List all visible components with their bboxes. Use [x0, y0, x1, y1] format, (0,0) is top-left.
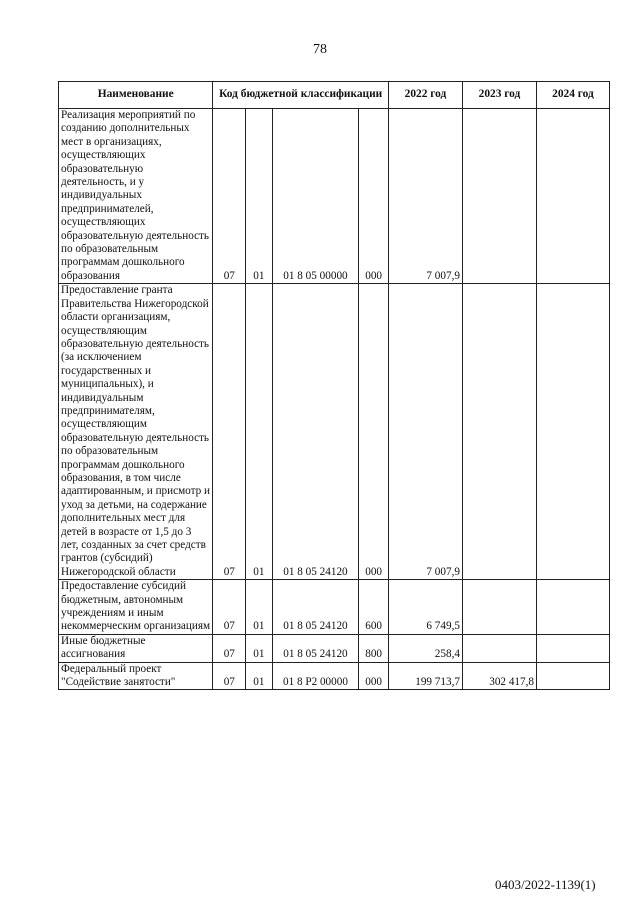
row-2022: 258,4 [388, 634, 462, 662]
row-subsection: 01 [246, 109, 272, 284]
row-subsection: 01 [246, 634, 272, 662]
table-row [59, 109, 610, 284]
row-name: Федеральный проект "Содействие занятости" [59, 662, 213, 690]
row-section: 07 [213, 662, 246, 690]
row-2024 [536, 634, 609, 662]
row-2024 [536, 284, 609, 580]
document-code: 0403/2022-1139(1) [495, 877, 596, 892]
row-name: Реализация мероприятий по созданию дополнительных мест в организациях, осуществляющих образовательную деятельность, и у индивидуальных предпринимателей, осуществляющих образовательную деятельность по образовательным программам дошкольного образования [59, 109, 213, 284]
row-2024 [536, 662, 609, 690]
row-2023 [462, 580, 536, 635]
row-subsection: 01 [246, 284, 272, 580]
row-name: Предоставление субсидий бюджетным, автономным учреждениям и иным некоммерческим организациям [59, 580, 213, 635]
page-number: 78 [313, 42, 327, 57]
row-section: 07 [213, 284, 246, 580]
row-2023 [462, 634, 536, 662]
header-year-2022: 2022 год [388, 82, 462, 109]
row-subsection: 01 [246, 580, 272, 635]
header-name: Наименование [59, 82, 213, 109]
table-row [59, 634, 610, 662]
row-2024 [536, 580, 609, 635]
row-target: 01 8 05 24120 [272, 580, 359, 635]
row-2023: 302 417,8 [462, 662, 536, 690]
row-section: 07 [213, 580, 246, 635]
row-subsection: 01 [246, 662, 272, 690]
header-year-2023: 2023 год [462, 82, 536, 109]
table-header-row [59, 82, 610, 109]
row-type: 000 [359, 662, 389, 690]
row-section: 07 [213, 109, 246, 284]
header-code: Код бюджетной классификации [213, 82, 389, 109]
row-2023 [462, 284, 536, 580]
row-target: 01 8 05 24120 [272, 284, 359, 580]
row-2022: 6 749,5 [388, 580, 462, 635]
row-2024 [536, 109, 609, 284]
table-row [59, 662, 610, 690]
row-2022: 199 713,7 [388, 662, 462, 690]
row-2022: 7 007,9 [388, 109, 462, 284]
row-2022: 7 007,9 [388, 284, 462, 580]
row-name: Предоставление гранта Правительства Нижегородской области организациям, осуществляющим образовательную деятельность (за исключением государственных и муниципальных), и индивидуальным предпринимателям, осуществляющим образовательную деятельность по образовательным программам дошкольного образования, в том числе адаптированным, и присмотр и уход за детьми, на содержание дополнительных мест для детей в возрасте от 1,5 до 3 лет, созданных за счет средств грантов (субсидий) Нижегородской области [59, 284, 213, 580]
header-year-2024: 2024 год [536, 82, 609, 109]
row-name: Иные бюджетные ассигнования [59, 634, 213, 662]
row-section: 07 [213, 634, 246, 662]
row-target: 01 8 05 24120 [272, 634, 359, 662]
row-target: 01 8 05 00000 [272, 109, 359, 284]
row-type: 000 [359, 109, 389, 284]
row-type: 000 [359, 284, 389, 580]
table-row [59, 580, 610, 635]
row-2023 [462, 109, 536, 284]
table-row [59, 284, 610, 580]
row-type: 600 [359, 580, 389, 635]
budget-table [58, 81, 610, 690]
row-type: 800 [359, 634, 389, 662]
row-target: 01 8 P2 00000 [272, 662, 359, 690]
